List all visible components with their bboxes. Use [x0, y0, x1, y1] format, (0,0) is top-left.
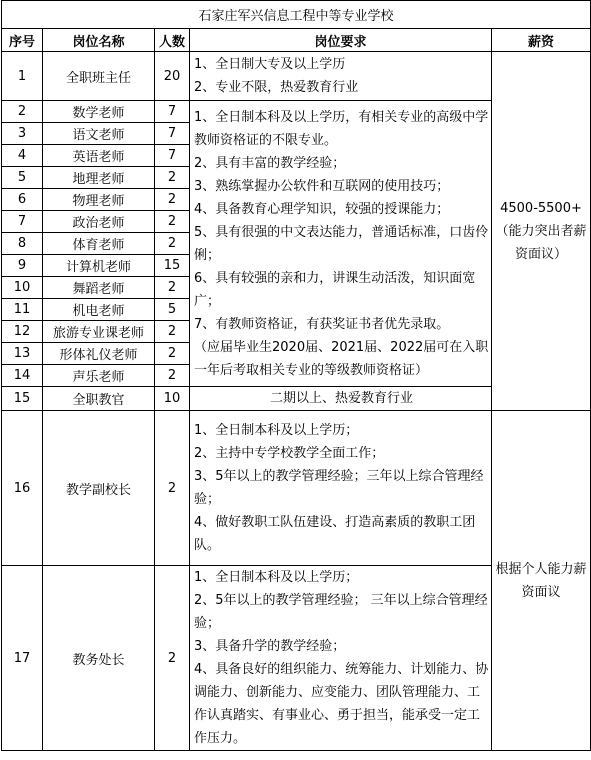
requirement-line: 3、熟练掌握办公软件和互联网的使用技巧； — [194, 178, 450, 194]
salary-cell-leaders: 根据个人能力薪资面议 — [492, 411, 591, 751]
row-position: 声乐老师 — [43, 365, 155, 387]
row-position: 体育老师 — [43, 233, 155, 255]
row-seq: 17 — [2, 566, 43, 751]
row-count: 20 — [155, 52, 190, 101]
row-position: 教学副校长 — [43, 411, 155, 566]
requirement-line: 7、有教师资格证，有获奖证书者优先录取。 — [194, 316, 450, 332]
row-count: 2 — [155, 211, 190, 233]
table-row — [2, 411, 591, 566]
row-position: 全职班主任 — [43, 52, 155, 101]
row-count: 2 — [155, 411, 190, 566]
row-count: 7 — [155, 101, 190, 123]
row-position: 地理老师 — [43, 167, 155, 189]
row-position: 数学老师 — [43, 101, 155, 123]
requirements-cell — [190, 52, 492, 101]
row-seq: 3 — [2, 123, 43, 145]
requirement-line: 4、具备良好的组织能力、统筹能力、计划能力、协调能力、创新能力、应变能力、团队管理能力、工作认真踏实、有事业心、勇于担当，能承受一定工作压力。 — [194, 662, 489, 746]
requirements-cell: 二期以上、热爱教育行业 — [190, 387, 492, 411]
row-position: 政治老师 — [43, 211, 155, 233]
requirements-cell — [190, 411, 492, 566]
header-salary: 薪资 — [492, 29, 591, 52]
requirement-line: 3、具备升学的教学经验； — [194, 639, 346, 654]
row-seq: 6 — [2, 189, 43, 211]
requirement-line: 2、主持中专学校教学全面工作； — [194, 446, 385, 461]
header-seq: 序号 — [2, 29, 43, 52]
requirement-line: （应届毕业生2020届、2021届、2022届可在入职一年后考取相关专业的等级教师资格证） — [194, 339, 489, 378]
recruitment-table — [1, 0, 591, 751]
row-count: 2 — [155, 167, 190, 189]
row-position: 旅游专业课老师 — [43, 321, 155, 343]
requirement-line: 1、全日制大专及以上学历 — [194, 57, 346, 72]
row-seq: 5 — [2, 167, 43, 189]
row-count: 2 — [155, 189, 190, 211]
requirement-line: 2、具有丰富的教学经验； — [194, 155, 346, 171]
row-seq: 9 — [2, 255, 43, 277]
table-title: 石家庄军兴信息工程中等专业学校 — [2, 1, 591, 29]
requirement-line: 1、全日制本科及以上学历； — [194, 570, 359, 585]
row-seq: 8 — [2, 233, 43, 255]
row-count: 2 — [155, 343, 190, 365]
salary-range: 4500-5500+ — [500, 200, 582, 216]
row-count: 10 — [155, 387, 190, 411]
requirement-line: 4、做好教职工队伍建设、打造高素质的教职工团队。 — [194, 515, 476, 553]
row-seq: 16 — [2, 411, 43, 566]
header-count: 人数 — [155, 29, 190, 52]
salary-note: （能力突出者薪资面议） — [495, 223, 587, 262]
row-position: 全职教官 — [43, 387, 155, 411]
row-position: 语文老师 — [43, 123, 155, 145]
requirement-line: 1、全日制本科及以上学历，有相关专业的高级中学教师资格证的不限专业。 — [194, 109, 489, 148]
requirement-line: 4、具备教育心理学知识，较强的授课能力； — [194, 201, 450, 217]
requirement-line: 2、专业不限，热爱教育行业 — [194, 80, 359, 95]
row-count: 2 — [155, 321, 190, 343]
row-seq: 11 — [2, 299, 43, 321]
row-position: 形体礼仪老师 — [43, 343, 155, 365]
row-count: 2 — [155, 233, 190, 255]
row-seq: 1 — [2, 52, 43, 101]
header-position: 岗位名称 — [43, 29, 155, 52]
row-seq: 13 — [2, 343, 43, 365]
row-seq: 7 — [2, 211, 43, 233]
requirement-line: 3、5年以上的教学管理经验；三年以上综合管理经验； — [194, 469, 484, 507]
table-row — [2, 52, 591, 101]
row-seq: 14 — [2, 365, 43, 387]
row-count: 15 — [155, 255, 190, 277]
row-position: 舞蹈老师 — [43, 277, 155, 299]
row-position: 计算机老师 — [43, 255, 155, 277]
row-seq: 10 — [2, 277, 43, 299]
row-seq: 15 — [2, 387, 43, 411]
row-seq: 12 — [2, 321, 43, 343]
row-count: 2 — [155, 277, 190, 299]
requirement-line: 1、全日制本科及以上学历； — [194, 423, 359, 438]
requirement-line: 5、具有很强的中文表达能力，普通话标准，口齿伶俐； — [194, 224, 489, 263]
row-seq: 2 — [2, 101, 43, 123]
salary-cell-teachers — [492, 52, 591, 411]
header-row — [2, 29, 591, 52]
requirements-cell-teachers — [190, 101, 492, 387]
row-count: 7 — [155, 145, 190, 167]
row-position: 教务处长 — [43, 566, 155, 751]
row-position: 物理老师 — [43, 189, 155, 211]
row-seq: 4 — [2, 145, 43, 167]
row-position: 机电老师 — [43, 299, 155, 321]
header-requirements: 岗位要求 — [190, 29, 492, 52]
requirement-line: 6、具有较强的亲和力，讲课生动活泼，知识面宽广； — [194, 270, 476, 309]
requirement-line: 2、5年以上的教学管理经验； 三年以上综合管理经验； — [194, 593, 488, 631]
requirements-cell — [190, 566, 492, 751]
row-count: 5 — [155, 299, 190, 321]
row-position: 英语老师 — [43, 145, 155, 167]
row-count: 7 — [155, 123, 190, 145]
row-count: 2 — [155, 566, 190, 751]
row-count: 2 — [155, 365, 190, 387]
